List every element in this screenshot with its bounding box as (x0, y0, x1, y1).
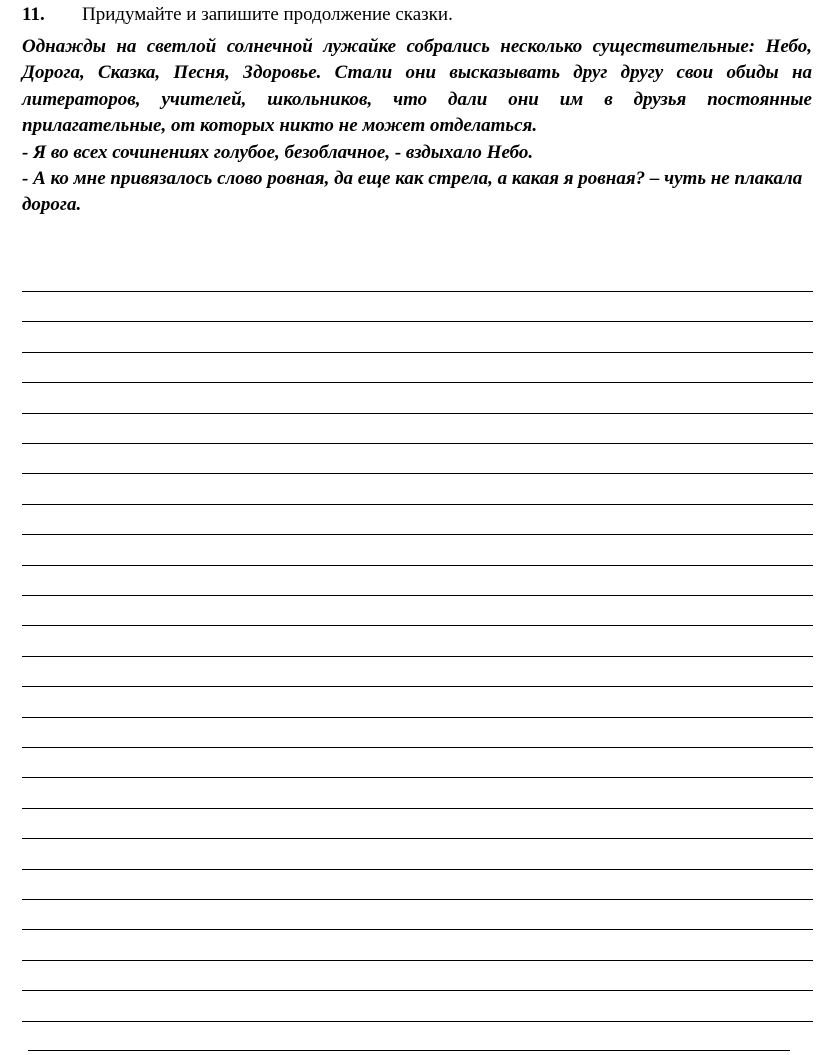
writing-line[interactable] (22, 413, 813, 414)
writing-line[interactable] (22, 291, 813, 292)
task-prompt: Придумайте и запишите продолжение сказки. (82, 4, 453, 25)
writing-line[interactable] (22, 686, 813, 687)
footer-rule (28, 1050, 790, 1051)
writing-line[interactable] (22, 656, 813, 657)
writing-line[interactable] (22, 1021, 813, 1022)
writing-line[interactable] (22, 899, 813, 900)
writing-line[interactable] (22, 869, 813, 870)
writing-line[interactable] (22, 534, 813, 535)
writing-line[interactable] (22, 838, 813, 839)
writing-line[interactable] (22, 565, 813, 566)
writing-line[interactable] (22, 960, 813, 961)
writing-line[interactable] (22, 990, 813, 991)
writing-line[interactable] (22, 321, 813, 322)
writing-line[interactable] (22, 747, 813, 748)
task-number: 11. (22, 4, 45, 25)
answer-writing-lines[interactable] (22, 0, 813, 1055)
writing-line[interactable] (22, 929, 813, 930)
story-line-sky: - Я во всех сочинениях голубое, безоблачное, - вздыхало Небо. (22, 141, 534, 163)
story-line-road: - А ко мне привязалось слово ровная, да еще как стрела, а какая я ровная? – чуть не плакала дорога. (22, 168, 803, 216)
writing-line[interactable] (22, 625, 813, 626)
writing-line[interactable] (22, 443, 813, 444)
writing-line[interactable] (22, 808, 813, 809)
story-intro: Однажды на светлой солнечной лужайке собрались несколько существительные: Небо, Дорога, Сказка, Песня, Здоровье. Стали они высказывать друг другу свои обиды на литераторов, учителей, школьников, что дали они им в друзья постоянные прилагательные, от которых никто не может отделаться. (22, 36, 812, 137)
writing-line[interactable] (22, 382, 813, 383)
writing-line[interactable] (22, 717, 813, 718)
writing-line[interactable] (22, 473, 813, 474)
writing-line[interactable] (22, 352, 813, 353)
writing-line[interactable] (22, 504, 813, 505)
writing-line[interactable] (22, 777, 813, 778)
writing-line[interactable] (22, 595, 813, 596)
